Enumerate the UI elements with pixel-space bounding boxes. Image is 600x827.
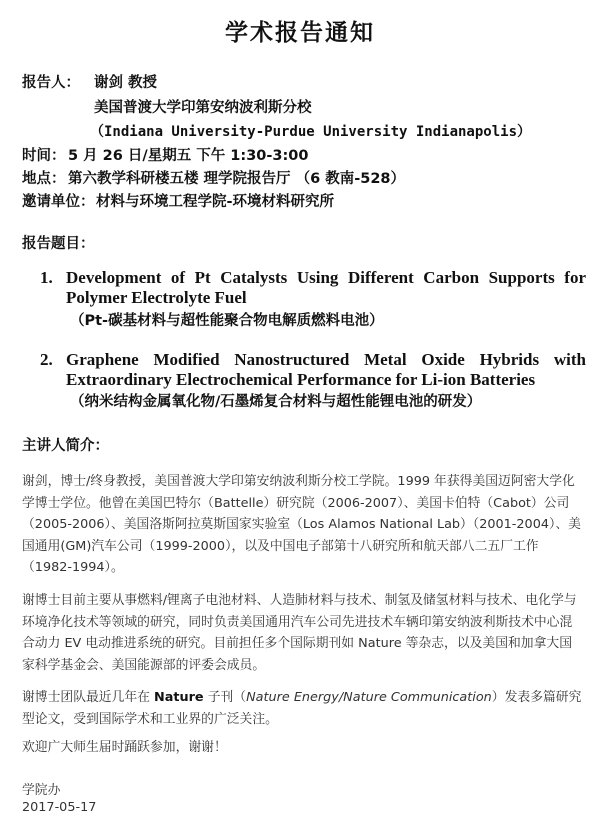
signature-date: 2017-05-17 <box>22 800 97 815</box>
topics-label: 报告题目： <box>22 236 95 252</box>
bio-label: 主讲人简介： <box>22 438 109 454</box>
location-value: 第六教学科研楼五楼 理学院报告厅 （6 教南-528） <box>68 171 406 187</box>
inviter-value: 材料与环境工程学院-环境材料研究所 <box>96 194 335 210</box>
location-label: 地点： <box>22 171 66 187</box>
inviter-label: 邀请单位： <box>22 194 95 210</box>
bio-closing: 欢迎广大师生届时踊跃参加，谢谢！ <box>22 740 227 755</box>
signature-org: 学院办 <box>22 783 61 798</box>
time-value: 5 月 26 日/星期五 下午 1:30-3:00 <box>68 148 309 164</box>
bio-p3-part-c: 子刊（ <box>203 690 247 705</box>
time-label: 时间： <box>22 148 66 164</box>
speaker-affiliation-en: （Indiana University-Purdue University Indianapolis） <box>90 124 532 140</box>
bio-paragraph-1: 谢剑，博士/终身教授，美国普渡大学印第安纳波利斯分校工学院。1999 年获得美国迈阿密大学化学博士学位。他曾在美国巴特尔（Battelle）研究院（2006-2007）、美国卡伯特（Cabot）公司（2005-2006）、美国洛斯阿拉莫斯国家实验室（Los Alamos National Lab）（2001-2004）、美国通用(GM)汽车公司（1999-2000），以及中国电子部第十八研究所和航天部八二五厂工作（1982-1994）。 <box>22 474 581 575</box>
bio-p3-nature: Nature <box>154 690 204 705</box>
bio-paragraph-3 <box>22 687 582 730</box>
speaker-affiliation-cn: 美国普渡大学印第安纳波利斯分校 <box>94 100 312 116</box>
topic-1-number: 1. <box>40 268 53 287</box>
bio-paragraph-2: 谢博士目前主要从事燃料/锂离子电池材料、人造肺材料与技术、制氢及储氢材料与技术、电化学与环境净化技术等领域的研究，同时负责美国通用汽车公司先进技术车辆印第安纳波利斯技术中心混合动力 EV 电动推进系统的研究。目前担任多个国际期刊如 Nature 等杂志，以及美国和加拿大国家科学基金会、美国能源部的评委会成员。 <box>22 593 577 673</box>
topic-1-title-en: Development of Pt Catalysts Using Different Carbon Supports for Polymer Electrolyte Fuel <box>66 268 586 307</box>
page-title: 学术报告通知 <box>225 20 375 46</box>
topic-1-title-cn: （Pt-碳基材料与超性能聚合物电解质燃料电池） <box>70 313 384 329</box>
topic-2-title-en: Graphene Modified Nanostructured Metal Oxide Hybrids with Extraordinary Electrochemical Performance for Li-ion Batteries <box>66 350 586 389</box>
topic-2-title-cn: （纳米结构金属氧化物/石墨烯复合材料与超性能锂电池的研发） <box>70 394 482 410</box>
bio-p3-journals: Nature Energy/Nature Communication <box>246 690 492 705</box>
topic-2-number: 2. <box>40 350 53 369</box>
speaker-name: 谢剑 教授 <box>94 75 158 91</box>
speaker-label: 报告人： <box>22 75 80 91</box>
bio-p3-part-a: 谢博士团队最近几年在 <box>22 690 155 705</box>
bio-p3-part-e: ）发表多篇研究型论文，受到国际学术和工业界的广泛关注。 <box>22 690 582 727</box>
